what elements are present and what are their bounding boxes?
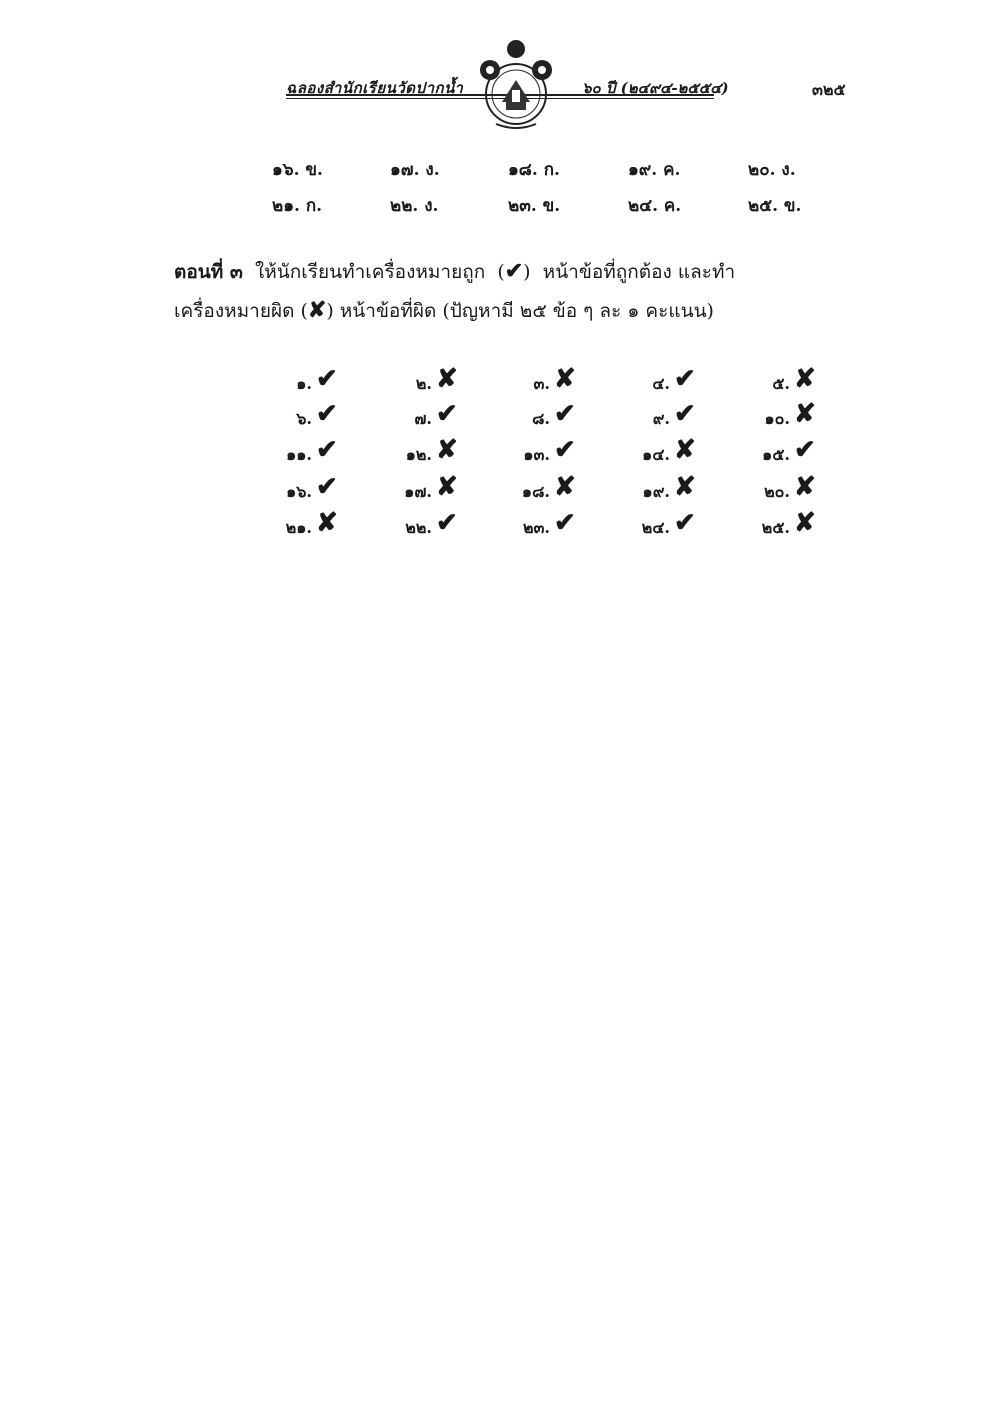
mark-row (0, 399, 1000, 433)
mark-item (390, 472, 474, 506)
cross-mark-icon: ✘ (794, 399, 816, 429)
question-number: ๒๓. (522, 518, 550, 537)
check-mark-icon: ✔ (674, 508, 696, 538)
answer-item: ๒๒. ง. (390, 196, 439, 216)
cross-mark-icon: ✘ (436, 364, 458, 394)
check-mark-icon: ✔ (316, 399, 338, 429)
question-number: ๒๕. (761, 518, 790, 537)
answer-item: ๒๑. ก. (272, 196, 323, 216)
check-mark-icon: ✔ (674, 364, 696, 394)
question-number: ๑๒. (405, 445, 432, 464)
header-left-title: ฉลองสำนักเรียนวัดปากน้ำ (286, 79, 464, 97)
mark-item (390, 364, 474, 398)
answer-item: ๒๓. ข. (508, 196, 561, 216)
mark-item (748, 399, 832, 433)
mark-item (628, 435, 712, 469)
question-number: ๑๗. (404, 482, 432, 501)
question-number: ๒. (415, 374, 432, 393)
question-number: ๑๕. (762, 445, 790, 464)
mark-item (748, 435, 832, 469)
check-mark-icon: ✔ (554, 508, 576, 538)
check-mark-icon: ✔ (554, 435, 576, 465)
check-mark-icon: ✔ (504, 258, 524, 284)
question-number: ๑. (296, 374, 312, 393)
answer-item: ๒๔. ค. (628, 196, 682, 216)
section-label: ตอนที่ ๓ (174, 261, 243, 283)
answer-item: ๑๖. ข. (272, 160, 323, 180)
check-mark-icon: ✔ (316, 364, 338, 394)
mark-item (508, 364, 592, 398)
instruction-text-1: ให้นักเรียนทำเครื่องหมายถูก (254, 261, 486, 283)
cross-mark-icon: ✘ (794, 508, 816, 538)
instruction-text-3: เครื่องหมายผิด (174, 300, 295, 322)
question-number: ๖. (296, 409, 312, 428)
check-mark-icon: ✔ (554, 399, 576, 429)
answer-row (0, 156, 1000, 188)
mark-item (628, 399, 712, 433)
check-mark-icon: ✔ (316, 472, 338, 502)
mark-item (628, 364, 712, 398)
answer-item: ๒๕. ข. (748, 196, 802, 216)
cross-mark-icon: ✘ (436, 435, 458, 465)
question-number: ๗. (414, 409, 432, 428)
question-number: ๑๖. (286, 482, 312, 501)
question-number: ๔. (652, 374, 670, 393)
cross-mark-icon: ✘ (674, 472, 696, 502)
mark-item (270, 399, 354, 433)
answer-item: ๑๙. ค. (628, 160, 681, 180)
check-mark-icon: ✔ (794, 435, 816, 465)
question-number: ๒๐. (764, 482, 790, 501)
check-mark-icon: ✔ (316, 435, 338, 465)
mark-item (270, 508, 354, 542)
question-number: ๓. (533, 374, 550, 393)
mark-item (270, 472, 354, 506)
cross-mark-icon: ✘ (674, 435, 696, 465)
mark-item (508, 399, 592, 433)
cross-mark-icon: ✘ (794, 472, 816, 502)
mark-item (628, 508, 712, 542)
page-header (280, 36, 870, 134)
question-number: ๒๑. (285, 518, 312, 537)
question-number: ๙. (652, 409, 670, 428)
instruction-text-4: หน้าข้อที่ผิด (ปัญหามี ๒๕ ข้อ ๆ ละ ๑ คะแนน) (339, 300, 714, 322)
mark-row (0, 435, 1000, 469)
answer-item: ๒๐. ง. (748, 160, 796, 180)
header-right-title: ๖๐ ปี (๒๔๙๔-๒๕๕๔) (582, 79, 729, 97)
question-number: ๑๐. (764, 409, 790, 428)
question-number: ๑๓. (523, 445, 550, 464)
answer-item: ๑๗. ง. (390, 160, 440, 180)
temple-seal-icon (466, 36, 566, 134)
question-number: ๑๑. (286, 445, 312, 464)
cross-mark-icon: ✘ (794, 364, 816, 394)
instruction-text-2: หน้าข้อที่ถูกต้อง และทำ (542, 261, 736, 283)
answer-item: ๑๘. ก. (508, 160, 560, 180)
mark-item (270, 435, 354, 469)
check-mark-icon: ✔ (436, 399, 458, 429)
section-instructions: ตอนที่ ๓ ให้นักเรียนทำเครื่องหมายถูก (✔) หน้าข้อที่ถูกต้อง และทำ เครื่องหมายผิด (✘) หน้าข้อที่ผิด (ปัญหามี ๒๕ ข้อ ๆ ละ ๑ คะแนน) (174, 258, 736, 323)
question-number: ๕. (772, 374, 790, 393)
mark-row (0, 364, 1000, 398)
question-number: ๒๒. (405, 518, 432, 537)
cross-mark-icon: ✘ (554, 472, 576, 502)
mark-item (270, 364, 354, 398)
cross-mark-icon: ✘ (316, 508, 338, 538)
answer-row (0, 192, 1000, 224)
page-number: ๓๒๕ (812, 80, 846, 99)
cross-mark-icon: ✘ (436, 472, 458, 502)
mark-item (748, 364, 832, 398)
mark-item (628, 472, 712, 506)
mark-item (390, 435, 474, 469)
question-number: ๘. (532, 409, 550, 428)
question-number: ๑๔. (642, 445, 670, 464)
mark-item (390, 399, 474, 433)
mark-item (748, 508, 832, 542)
mark-item (508, 472, 592, 506)
mark-row (0, 508, 1000, 542)
check-mark-icon: ✔ (674, 399, 696, 429)
mark-item (390, 508, 474, 542)
cross-mark-icon: ✘ (554, 364, 576, 394)
mark-item (508, 435, 592, 469)
mark-item (748, 472, 832, 506)
check-mark-icon: ✔ (436, 508, 458, 538)
mark-row (0, 472, 1000, 506)
question-number: ๒๔. (641, 518, 670, 537)
mark-item (508, 508, 592, 542)
question-number: ๑๙. (642, 482, 670, 501)
cross-mark-icon: ✘ (307, 297, 327, 323)
question-number: ๑๘. (521, 482, 550, 501)
